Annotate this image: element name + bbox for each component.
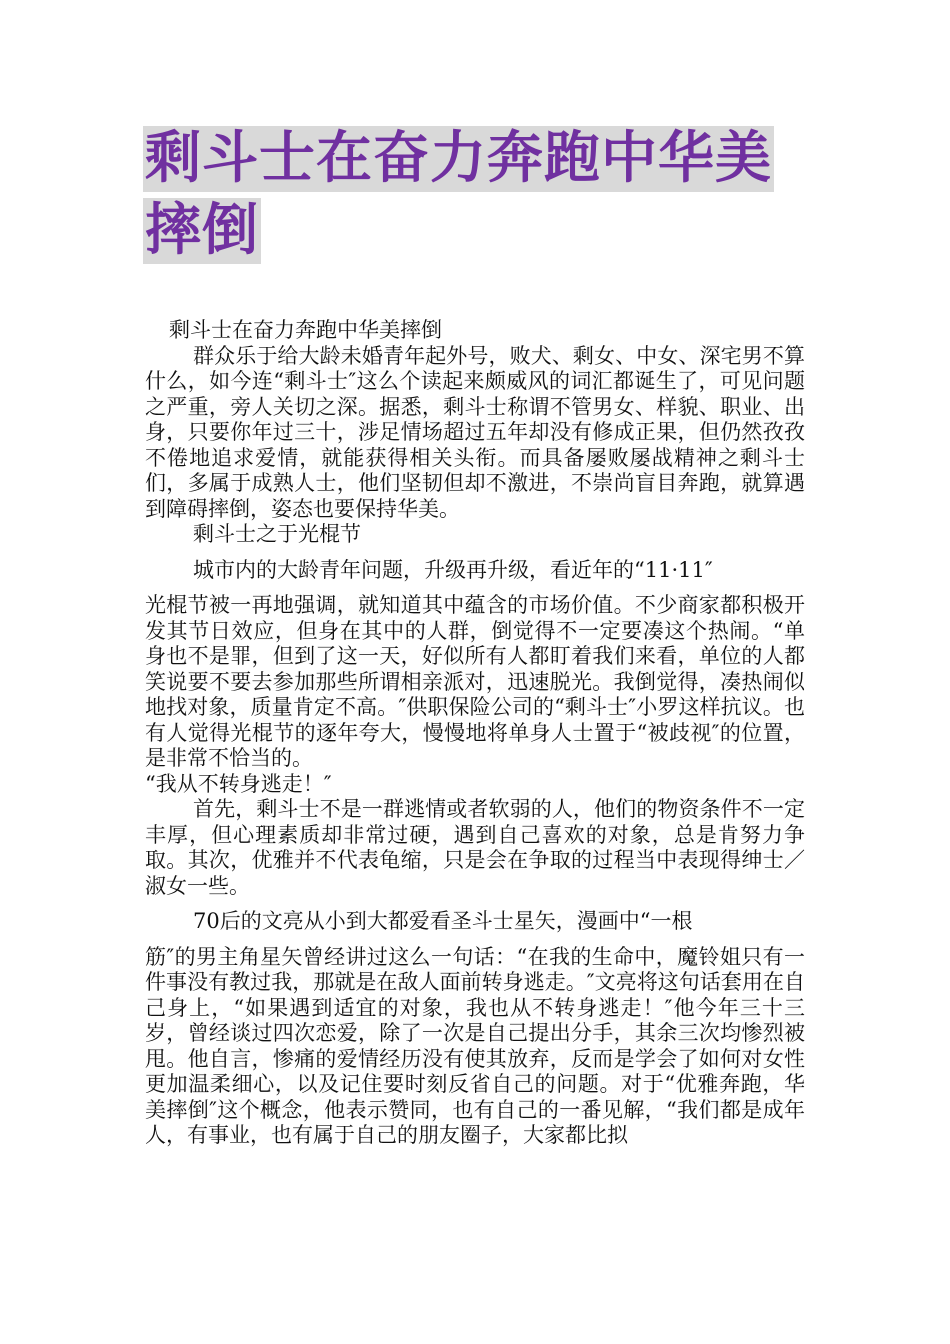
document-title bbox=[143, 126, 813, 270]
section-heading-never-run: “我从不转身逃走！″ bbox=[145, 771, 332, 796]
section-heading-singles-day: 剩斗士之于光棍节 bbox=[193, 522, 361, 546]
paragraph-singles-day: 光棍节被一再地强调，就知道其中蕴含的市场价值。不少商家都积极开发其节日效应，但身在其中的人群，倒觉得不一定要凑这个热闹。“单身也不是罪，但到了这一天，好似所有人都盯着我们来看，单位的人都笑说要不要去参加那些所谓相亲派对，迅速脱光。我倒觉得，凑热闹似地找对象，质量肯定不高。″供职保险公司的“剩斗士″小罗这样抗议。也有人觉得光棍节的逐年夸大，慢慢地将单身人士置于“被歧视″的位置，是非常不恰当的。 bbox=[145, 593, 805, 770]
paragraph-subtitle: 剩斗士在奋力奔跑中华美摔倒 bbox=[169, 318, 442, 342]
title-line-1: 剩斗士在奋力奔跑中华美 bbox=[145, 126, 772, 191]
paragraph-wenliang: 筋″的男主角星矢曾经讲过这么一句话：“在我的生命中，魔铃姐只有一件事没有教过我，那就是在敌人面前转身逃走。″文亮将这句话套用在自己身上，“如果遇到适宜的对象，我也从不转身逃走！″他今年三十三岁，曾经谈过四次恋爱，除了一次是自己提出分手，其余三次均惨烈被甩。他自言，惨痛的爱情经历没有使其放弃，反而是学会了如何对女性更加温柔细心，以及记住要时刻反省自己的问题。对于“优雅奔跑，华美摔倒″这个概念，他表示赞同，也有自己的一番见解，“我们都是成年人，有事业，也有属于自己的朋友圈子，大家都比拟 bbox=[145, 944, 805, 1147]
paragraph-never-run: 首先，剩斗士不是一群逃情或者软弱的人，他们的物资条件不一定丰厚，但心理素质却非常过硬，遇到自己喜欢的对象，总是肯努力争取。其次，优雅并不代表龟缩，只是会在争取的过程当中表现得绅士／淑女一些。 bbox=[145, 797, 805, 898]
paragraph-singles-day-lead: 城市内的大龄青年问题，升级再升级，看近年的“11·11″ bbox=[193, 557, 713, 582]
paragraph-intro: 群众乐于给大龄未婚青年起外号，败犬、剩女、中女、深宅男不算什么，如今连“剩斗士″这么个读起来颇威风的词汇都诞生了，可见问题之严重，旁人关切之深。据悉，剩斗士称谓不管男女、样貌、职业、出身，只要你年过三十，涉足情场超过五年却没有修成正果，但仍然孜孜不倦地追求爱情，就能获得相关头衔。而具备屡败屡战精神之剩斗士们，多属于成熟人士，他们坚韧但却不激进，不崇尚盲目奔跑，就算遇到障碍摔倒，姿态也要保持华美。 bbox=[145, 343, 805, 521]
title-line-2: 摔倒 bbox=[145, 198, 259, 263]
paragraph-wenliang-lead: 70后的文亮从小到大都爱看圣斗士星矢，漫画中“一根 bbox=[193, 909, 693, 933]
document-body bbox=[145, 318, 805, 1149]
